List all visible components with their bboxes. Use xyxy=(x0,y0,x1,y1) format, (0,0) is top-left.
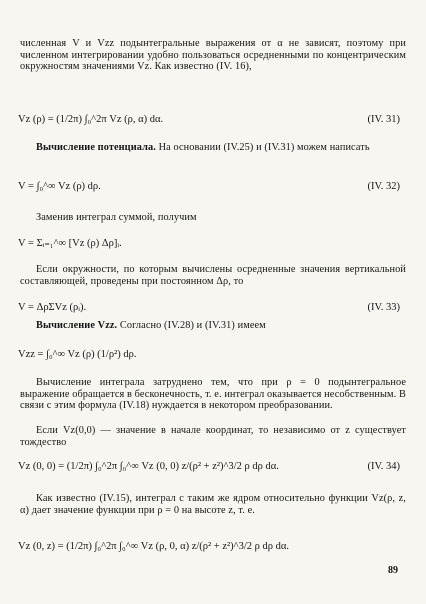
paragraph-2-heading: Вычисление потенциала. xyxy=(36,142,156,153)
paragraph-4: Если окружности, по которым вычислены осредненные значения вертикальной составляющей, проведены при постоянном Δρ, то xyxy=(20,264,406,287)
paragraph-5 xyxy=(20,320,406,332)
formula-vz-0-z-expression: Vz (0, z) = (1/2π) ∫₀^2π ∫₀^∞ Vz (ρ, 0, α) z/(ρ² + z²)^3/2 ρ dρ dα. xyxy=(18,541,289,552)
formula-iv-34-expression: Vz (0, 0) = (1/2π) ∫₀^2π ∫₀^∞ Vz (0, 0) z/(ρ² + z²)^3/2 ρ dρ dα. xyxy=(18,461,279,472)
paragraph-8: Как известно (IV.15), интеграл с таким же ядром относительно функции Vz(ρ, z, α) дает значение функции при ρ = 0 на высоте z, т. е. xyxy=(20,493,406,516)
formula-iv-32-expression: V = ∫₀^∞ Vz (ρ) dρ. xyxy=(18,181,101,192)
paragraph-6: Вычисление интеграла затруднено тем, что при ρ = 0 подынтегральное выражение обращается в бесконечность, т. е. интеграл оказывается несобственным. В связи с этим формула (IV.18) нуждается в некотором преобразовании. xyxy=(20,377,406,412)
paragraph-7: Если Vz(0,0) — значение в начале координат, то независимо от z существует тождество xyxy=(20,425,406,448)
paragraph-3: Заменив интеграл суммой, получим xyxy=(36,212,197,223)
formula-vzz-expression: Vzz = ∫₀^∞ Vz (ρ) (1/ρ²) dρ. xyxy=(18,349,137,360)
formula-iv-31-expression: Vz (ρ) = (1/2π) ∫₀^2π Vz (ρ, α) dα. xyxy=(18,114,164,125)
formula-iv-34-number: (IV. 34) xyxy=(367,461,400,472)
paragraph-2-body: На основании (IV.25) и (IV.31) можем написать xyxy=(155,142,370,153)
formula-sum-expression: V = Σᵢ₌₁^∞ [Vz (ρ) Δρ]ᵢ. xyxy=(18,238,122,249)
formula-iv-33-expression: V = ΔρΣVz (ρᵢ). xyxy=(18,302,87,313)
formula-iv-33-number: (IV. 33) xyxy=(367,302,400,313)
formula-iv-32-number: (IV. 32) xyxy=(367,181,400,192)
paragraph-5-heading: Вычисление Vzz. xyxy=(36,320,118,331)
page-number: 89 xyxy=(388,565,398,576)
formula-iv-31-number: (IV. 31) xyxy=(367,114,400,125)
paragraph-5-body: Согласно (IV.28) и (IV.31) имеем xyxy=(117,320,266,331)
paragraph-2 xyxy=(20,142,406,154)
paragraph-1: численная V и Vzz подынтегральные выражения от α не зависят, поэтому при численном интегрировании удобно пользоваться осредненными по концентрическим окружностям значениями Vz. Как известно (IV. 16), xyxy=(20,38,406,73)
